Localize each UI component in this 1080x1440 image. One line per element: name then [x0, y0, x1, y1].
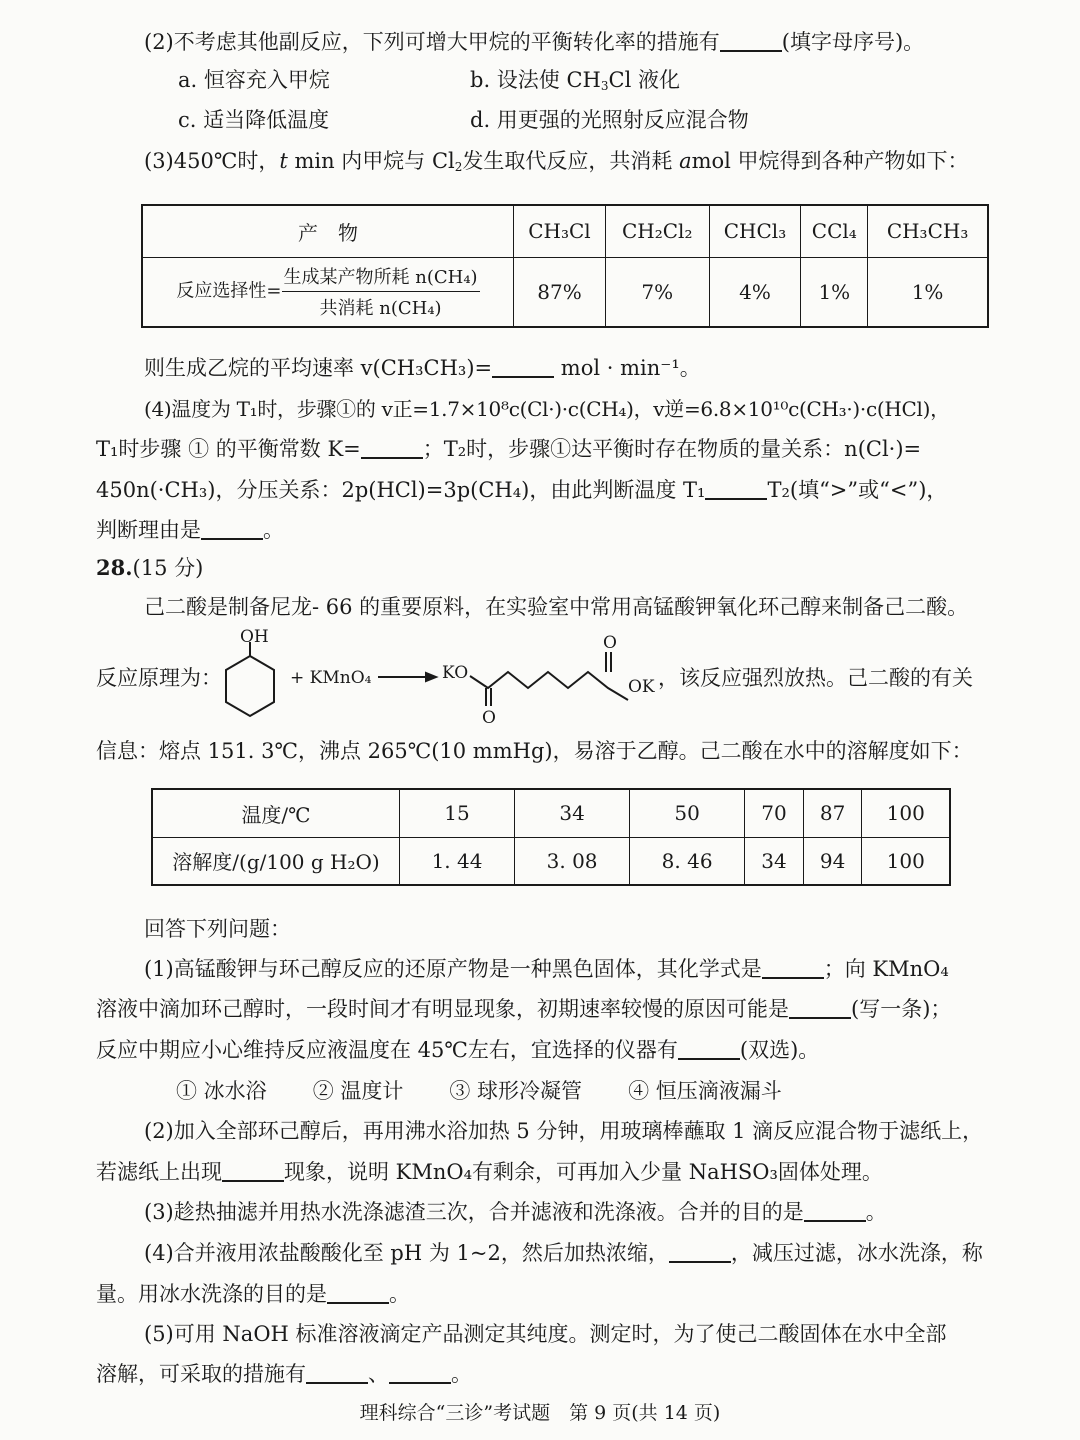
q27-part3: [144, 151, 969, 172]
option-b-text-2: Cl 液化: [608, 68, 680, 92]
oh-label: OH: [240, 627, 269, 647]
option-d: d. 用更强的光照射反应混合物: [470, 108, 749, 132]
sub1-text-5: 反应中期应小心维持反应液温度在 45℃左右，宜选择的仪器有: [96, 1038, 678, 1062]
answer-blank[interactable]: [804, 1219, 866, 1222]
rate-question: [144, 358, 701, 379]
product-cell: CH₂Cl₂: [605, 205, 709, 257]
answer-blank[interactable]: [389, 1381, 451, 1384]
q27-part4-line3: [96, 480, 947, 501]
q28-sub1-line1: [144, 959, 949, 980]
q27-part4-text-6: 。: [263, 518, 284, 542]
option-b: [470, 70, 680, 91]
q28-sub2-line2: [96, 1162, 883, 1183]
q28-sub1-line2: [96, 999, 951, 1020]
solubility-cell: 1. 44: [400, 837, 515, 885]
rate-unit: mol · min⁻¹。: [554, 356, 701, 380]
ko-label: KO: [442, 663, 469, 683]
sub4-text: (4)合并液用浓盐酸酸化至 pH 为 1~2，然后加热浓缩，: [144, 1241, 669, 1265]
product-cell: CHCl₃: [709, 205, 801, 257]
temperature-cell: 34: [515, 789, 630, 837]
reaction-arrow: [378, 673, 436, 681]
sub2-text: 若滤纸上出现: [96, 1160, 222, 1184]
q27-part4-text-2: ；T₂时，步骤①达平衡时存在物质的量关系：n(Cl·)=: [422, 437, 922, 461]
sub4-text-2: ，减压过滤，冰水洗涤，称: [730, 1241, 983, 1265]
sub3-text-2: 。: [865, 1200, 887, 1224]
page-footer: 理科综合“三诊”考试题 第 9 页(共 14 页): [359, 1402, 721, 1424]
sub1-text-4: (写一条)；: [851, 997, 952, 1021]
adipate-chain: [470, 652, 628, 706]
solubility-cell: 8. 46: [630, 837, 745, 885]
product-cell: CH₃CH₃: [868, 205, 988, 257]
selectivity-value: 1%: [868, 257, 988, 327]
solubility-cell: 100: [862, 837, 950, 885]
solubility-cell: 3. 08: [515, 837, 630, 885]
q27-part3-text-2: min 内甲烷与 Cl: [287, 149, 455, 173]
sub4-text-4: 。: [389, 1282, 410, 1306]
temperature-cell: 15: [400, 789, 515, 837]
option-b-text: b. 设法使 CH: [470, 68, 601, 92]
subscript: 3: [600, 79, 609, 93]
cyclohexanol-structure: [226, 642, 274, 716]
fraction-numerator: 生成某产物所耗 n(CH₄): [282, 263, 480, 292]
product-cell: CCl₄: [801, 205, 868, 257]
sub3-text: (3)趁热抽滤并用热水洗涤滤渣三次，合并滤液和洗涤液。合并的目的是: [144, 1200, 804, 1224]
instrument-option: ③ 球形冷凝管: [449, 1079, 583, 1103]
q27-part4-text-4: T₂(填“>”或“<”)，: [767, 478, 948, 502]
product-header: 产 物: [142, 205, 514, 257]
answer-blank[interactable]: [705, 497, 767, 500]
q28-sub4-line2: [96, 1284, 410, 1305]
selectivity-value: 4%: [709, 257, 801, 327]
reaction-scheme: [0, 620, 1080, 730]
sub2-text-2: 现象，说明 KMnO₄有剩余，可再加入少量 NaHSO₃固体处理。: [284, 1160, 883, 1184]
answer-prompt: 回答下列问题：: [144, 917, 291, 941]
q28-sub1-line3: [96, 1040, 819, 1061]
selectivity-value: 7%: [605, 257, 709, 327]
cyclohexane-ring: [226, 656, 274, 716]
answer-blank[interactable]: [327, 1301, 389, 1304]
sub1-text-2: ；向 KMnO₄: [823, 957, 949, 981]
answer-blank[interactable]: [492, 375, 554, 378]
subscript: 2: [454, 160, 463, 174]
solubility-label: 溶解度/(g/100 g H₂O): [152, 837, 400, 885]
solubility-cell: 94: [803, 837, 862, 885]
temperature-label: 温度/℃: [152, 789, 400, 837]
o-label-top: O: [603, 633, 617, 653]
temperature-cell: 70: [745, 789, 804, 837]
reagent-label: + KMnO₄: [290, 668, 372, 688]
selectivity-value: 1%: [801, 257, 868, 327]
rate-text: 则生成乙烷的平均速率 v(CH₃CH₃)=: [144, 356, 493, 380]
instrument-option: ② 温度计: [312, 1079, 404, 1103]
q27-part2-text: (2)不考虑其他副反应，下列可增大甲烷的平衡转化率的措施有: [144, 30, 720, 54]
sub5-text: 溶解，可采取的措施有: [96, 1362, 306, 1386]
question-score: (15 分): [132, 556, 204, 580]
temperature-cell: 100: [862, 789, 950, 837]
answer-blank[interactable]: [678, 1057, 740, 1060]
selectivity-table: [141, 204, 989, 328]
var-a: a: [679, 149, 692, 173]
temperature-cell: 50: [630, 789, 745, 837]
q27-part4-text: T₁时步骤 ① 的平衡常数 K=: [96, 437, 361, 461]
answer-blank[interactable]: [669, 1260, 731, 1263]
selectivity-fraction: [282, 263, 480, 320]
q27-part4-text-3: 450n(·CH₃)，分压关系：2p(HCl)=3p(CH₄)，由此判断温度 T₁: [96, 478, 706, 502]
answer-blank[interactable]: [201, 537, 263, 540]
instrument-option: ④ 恒压滴液漏斗: [628, 1079, 782, 1103]
q28-sub5-line2: [96, 1364, 472, 1385]
q27-part2: [144, 32, 924, 53]
q27-part3-text-3: 发生取代反应，共消耗: [462, 149, 680, 173]
q28-heading: [96, 557, 203, 579]
answer-blank[interactable]: [361, 456, 423, 459]
question-number: 28.: [96, 555, 133, 580]
answer-blank[interactable]: [306, 1381, 368, 1384]
q28-intro: 己二酸是制备尼龙- 66 的重要原料，在实验室中常用高锰酸钾氧化环己醇来制备己二酸。: [144, 595, 969, 619]
instrument-options: [176, 1081, 782, 1102]
q27-part2-suffix: (填字母序号)。: [781, 30, 925, 54]
q28-info: 信息：熔点 151. 3℃，沸点 265℃(10 mmHg)，易溶于乙醇。己二酸在水中的溶解度如下：: [96, 739, 973, 763]
selectivity-prefix: 反应选择性=: [176, 280, 282, 302]
ok-label: OK: [628, 677, 655, 697]
instrument-option: ① 冰水浴: [176, 1079, 267, 1103]
q28-sub4-line1: [144, 1243, 983, 1264]
product-cell: CH₃Cl: [514, 205, 606, 257]
reaction-after: ，该反应强烈放热。己二酸的有关: [658, 666, 973, 690]
q27-part4-line2: [96, 439, 921, 460]
answer-blank[interactable]: [762, 976, 824, 979]
q27-part3-text: (3)450℃时，: [144, 149, 280, 173]
q27-part3-text-4: mol 甲烷得到各种产物如下：: [691, 149, 969, 173]
selectivity-value: 87%: [514, 257, 606, 327]
option-c: c. 适当降低温度: [178, 108, 330, 132]
fraction-denominator: 共消耗 n(CH₄): [319, 298, 442, 320]
sub1-text: (1)高锰酸钾与环己醇反应的还原产物是一种黑色固体，其化学式是: [144, 957, 762, 981]
sub1-text-6: (双选)。: [739, 1038, 820, 1062]
solubility-cell: 34: [745, 837, 804, 885]
sub1-text-3: 溶液中滴加环己醇时，一段时间才有明显现象，初期速率较慢的原因可能是: [96, 997, 789, 1021]
q28-sub3: [144, 1202, 887, 1223]
selectivity-label: [142, 257, 514, 327]
q27-part4-text-5: 判断理由是: [96, 518, 201, 542]
answer-blank[interactable]: [222, 1179, 284, 1182]
q28-sub5-line1: (5)可用 NaOH 标准溶液滴定产品测定其纯度。测定时，为了使己二酸固体在水中全部: [144, 1322, 947, 1346]
q27-part4-line1: (4)温度为 T₁时，步骤①的 v正=1.7×10⁸c(Cl·)·c(CH₄)，v逆=6.8×10¹⁰c(CH₃·)·c(HCl)，: [144, 397, 950, 421]
q27-part4-line4: [96, 520, 284, 541]
sub4-text-3: 量。用冰水洗涤的目的是: [96, 1282, 327, 1306]
o-label-bottom: O: [482, 708, 496, 728]
sub5-separator: 、: [368, 1362, 389, 1386]
q28-sub2-line1: (2)加入全部环己醇后，再用沸水浴加热 5 分钟，用玻璃棒蘸取 1 滴反应混合物于滤纸上，: [144, 1119, 984, 1143]
var-t: t: [279, 149, 288, 173]
answer-blank[interactable]: [720, 49, 782, 52]
reaction-label: 反应原理为：: [96, 666, 222, 690]
temperature-cell: 87: [803, 789, 862, 837]
option-a: a. 恒容充入甲烷: [178, 68, 330, 92]
sub5-text-2: 。: [451, 1362, 472, 1386]
solubility-table: [151, 788, 951, 886]
answer-blank[interactable]: [789, 1016, 851, 1019]
